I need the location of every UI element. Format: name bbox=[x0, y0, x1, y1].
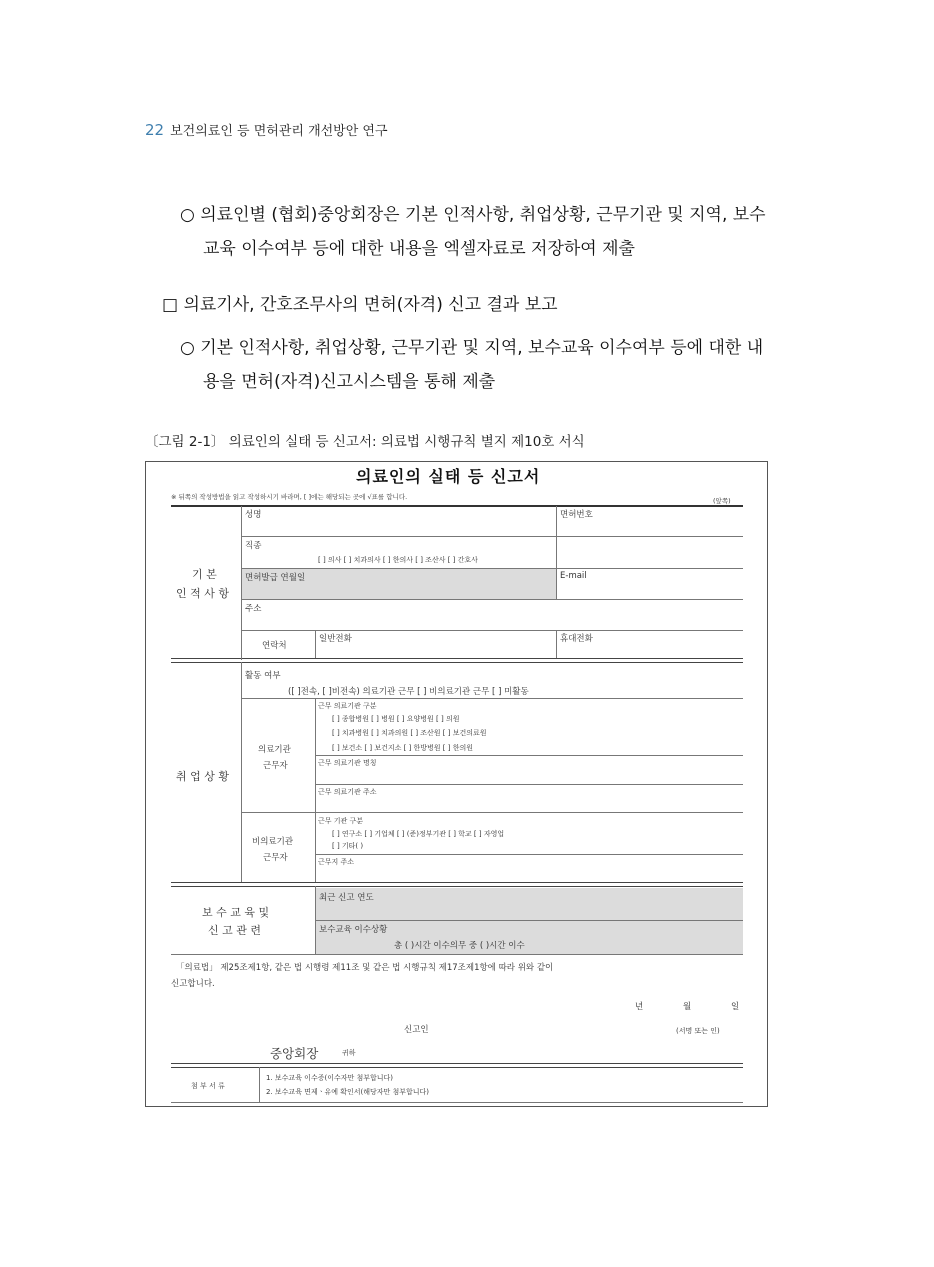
landline-label: 일반전화 bbox=[319, 634, 352, 644]
divider bbox=[556, 630, 557, 658]
rule bbox=[171, 954, 743, 955]
activity-options: ([ ]전속, [ ]비전속) 의료기관 근무 [ ] 비의료기관 근무 [ ] 미활동 bbox=[288, 687, 529, 697]
name-label: 성명 bbox=[245, 510, 262, 520]
rule-double bbox=[171, 1063, 743, 1068]
report-form bbox=[145, 461, 768, 1107]
running-header bbox=[145, 120, 388, 139]
divider bbox=[315, 886, 316, 954]
activity-label: 활동 여부 bbox=[245, 671, 281, 681]
rule bbox=[315, 920, 743, 921]
paragraph-1-line-1: ○ 의료인별 (협회)중앙회장은 기본 인적사항, 취업상황, 근무기관 및 지역, 보수 bbox=[180, 205, 766, 225]
education-hours: 총 ( )시간 이수의무 중 ( )시간 이수 bbox=[394, 941, 525, 951]
med-options-row-2: [ ] 치과병원 [ ] 치과의원 [ ] 조산원 [ ] 보건의료원 bbox=[332, 729, 487, 737]
attachment-1: 1. 보수교육 이수증(이수자만 첨부합니다) bbox=[266, 1074, 394, 1082]
paragraph-1-line-2: 교육 이수여부 등에 대한 내용을 엑셀자료로 저장하여 제출 bbox=[203, 239, 635, 259]
attachments-label: 첨 부 서 류 bbox=[191, 1082, 225, 1090]
form-title: 의료인의 실태 등 신고서 bbox=[356, 467, 541, 486]
education-section-label-1: 보 수 교 육 및 bbox=[202, 906, 270, 919]
education-status-label: 보수교육 이수상황 bbox=[319, 925, 388, 935]
email-label: E-mail bbox=[560, 571, 587, 581]
mobile-label: 휴대전화 bbox=[560, 634, 593, 644]
date-year: 년 bbox=[635, 1002, 644, 1012]
paragraph-2-line-1: ○ 기본 인적사항, 취업상황, 근무기관 및 지역, 보수교육 이수여부 등에 대한 내 bbox=[180, 338, 764, 358]
signature-label: (서명 또는 인) bbox=[676, 1027, 720, 1035]
running-title: 보건의료인 등 면허관리 개선방안 연구 bbox=[170, 124, 388, 139]
nonmed-worker-label-1: 비의료기관 bbox=[252, 837, 294, 847]
rule-bottom bbox=[171, 1102, 743, 1103]
rule bbox=[315, 755, 743, 756]
rule bbox=[241, 630, 743, 631]
occupation-label: 직종 bbox=[245, 541, 262, 551]
page-number: 22 bbox=[145, 121, 165, 139]
divider bbox=[315, 630, 316, 658]
section-heading: □ 의료기사, 간호조무사의 면허(자격) 신고 결과 보고 bbox=[162, 295, 558, 315]
med-name-label: 근무 의료기관 명칭 bbox=[318, 759, 377, 767]
rule bbox=[241, 698, 743, 699]
education-shade bbox=[315, 888, 743, 954]
nonmed-worker-label-2: 근무자 bbox=[263, 853, 288, 863]
med-options-row-1: [ ] 종합병원 [ ] 병원 [ ] 요양병원 [ ] 의원 bbox=[332, 715, 460, 723]
recipient-suffix: 귀하 bbox=[342, 1049, 356, 1057]
rule-double bbox=[171, 658, 743, 663]
divider bbox=[556, 568, 557, 599]
med-category-label: 근무 의료기관 구분 bbox=[318, 702, 377, 710]
address-label: 주소 bbox=[245, 604, 262, 614]
date-day: 일 bbox=[731, 1002, 740, 1012]
education-section-label-2: 신 고 관 련 bbox=[208, 924, 261, 937]
rule bbox=[315, 854, 743, 855]
divider bbox=[556, 506, 557, 568]
rule bbox=[315, 784, 743, 785]
rule-top bbox=[171, 505, 743, 507]
attachment-2: 2. 보수교육 면제ㆍ유예 확인서(해당자만 첨부합니다) bbox=[266, 1088, 430, 1096]
contact-label: 연락처 bbox=[262, 641, 287, 651]
employment-section-label: 취 업 상 황 bbox=[176, 770, 229, 783]
recipient-label: 중앙회장 bbox=[270, 1046, 319, 1061]
divider bbox=[315, 698, 316, 882]
date-month: 월 bbox=[683, 1002, 692, 1012]
nonmed-address-label: 근무지 주소 bbox=[318, 858, 355, 866]
rule bbox=[241, 599, 743, 600]
basic-section-label-1: 기 본 bbox=[192, 568, 217, 581]
rule-double bbox=[171, 882, 743, 887]
nonmed-options-row-2: [ ] 기타( ) bbox=[332, 842, 364, 850]
license-number-label: 면허번호 bbox=[560, 510, 593, 520]
form-instructions: ※ 뒤쪽의 작성방법을 읽고 작성하시기 바라며, [ ]에는 해당되는 곳에 √표를 합니다. bbox=[171, 493, 408, 501]
side-note: (앞쪽) bbox=[713, 497, 731, 505]
rule bbox=[241, 536, 743, 537]
recent-year-label: 최근 신고 연도 bbox=[319, 893, 374, 903]
nonmed-options-row-1: [ ] 연구소 [ ] 기업체 [ ] (준)정부기관 [ ] 학교 [ ] 자영업 bbox=[332, 830, 505, 838]
declaration-line-1: 「의료법」 제25조제1항, 같은 법 시행령 제11조 및 같은 법 시행규칙 제17조제1항에 따라 위와 같이 bbox=[176, 963, 554, 973]
med-options-row-3: [ ] 보건소 [ ] 보건지소 [ ] 한방병원 [ ] 한의원 bbox=[332, 744, 473, 752]
declaration-line-2: 신고합니다. bbox=[171, 979, 215, 989]
med-address-label: 근무 의료기관 주소 bbox=[318, 788, 377, 796]
divider bbox=[241, 506, 242, 660]
divider bbox=[259, 1067, 260, 1102]
occupation-options: [ ] 의사 [ ] 치과의사 [ ] 한의사 [ ] 조산사 [ ] 간호사 bbox=[318, 556, 478, 564]
issue-date-label: 면허발급 연월일 bbox=[245, 573, 306, 583]
divider bbox=[241, 662, 242, 882]
declarant-label: 신고인 bbox=[404, 1025, 429, 1035]
rule bbox=[241, 568, 743, 569]
paragraph-2-line-2: 용을 면허(자격)신고시스템을 통해 제출 bbox=[203, 372, 496, 392]
nonmed-category-label: 근무 기관 구분 bbox=[318, 817, 364, 825]
rule bbox=[241, 812, 743, 813]
med-worker-label-2: 근무자 bbox=[263, 761, 288, 771]
med-worker-label-1: 의료기관 bbox=[258, 745, 291, 755]
figure-caption: 〔그림 2-1〕 의료인의 실태 등 신고서: 의료법 시행규칙 별지 제10호 서식 bbox=[145, 434, 585, 450]
basic-section-label-2: 인 적 사 항 bbox=[176, 587, 229, 600]
